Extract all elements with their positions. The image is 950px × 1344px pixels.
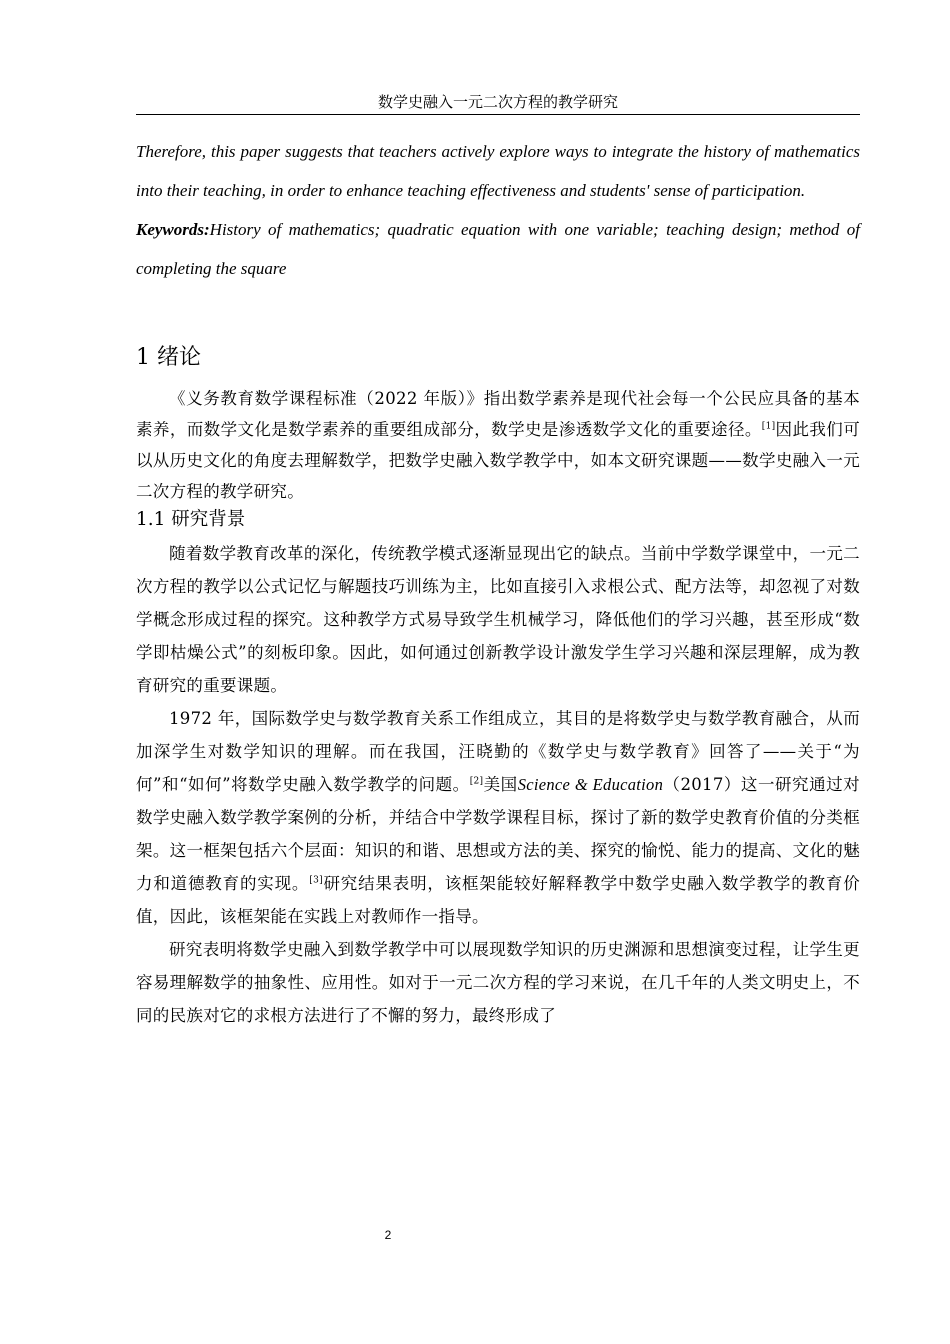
paragraph-text: 1972 年，国际数学史与数学教育关系工作组成立，其目的是将数学史与数学教育融合，从而加深学生对数学知识的理解。而在我国，汪晓勤的《数学史与数学教育》回答了——关于“为何”和“如何”将数学史融入数学教学的问题。 bbox=[136, 709, 860, 794]
citation-ref-1: [1] bbox=[761, 421, 776, 432]
page-content bbox=[136, 132, 860, 1032]
paragraph-text: 研究结果表明，该框架能较好解释教学中数学史融入数学教学的教育价值，因此，该框架能在实践上对教师作一指导。 bbox=[136, 874, 861, 926]
abstract-continuation: Therefore, this paper suggests that teachers actively explore ways to integrate the history of mathematics into their teaching, in order to enhance teaching effectiveness and students' sense of participation. bbox=[136, 142, 860, 200]
section-heading-introduction: 1 绪论 bbox=[136, 345, 201, 370]
journal-name: Science & Education bbox=[517, 775, 664, 794]
paragraph-background-3: 研究表明将数学史融入到数学教学中可以展现数学知识的历史渊源和思想演变过程，让学生更容易理解数学的抽象性、应用性。如对于一元二次方程的学习来说，在几千年的人类文明史上，不同的民族对它的求根方法进行了不懈的努力，最终形成了 bbox=[136, 940, 860, 1025]
keywords-text: History of mathematics; quadratic equation with one variable; teaching design; method of completing the square bbox=[136, 220, 860, 278]
paragraph-background-2 bbox=[136, 702, 860, 933]
citation-ref-2: [2] bbox=[469, 776, 484, 787]
paragraph-text: 美国 bbox=[483, 775, 518, 794]
paragraph-introduction bbox=[136, 383, 860, 507]
paragraph-text: （2017）这一研究通过对数学史融入数学教学案例的分析，并结合中学数学课程目标，探讨了新的数学史教育价值的分类框架。这一框架包括六个层面：知识的和谐、思想或方法的美、探究的愉悦、能力的提高、文化的魅力和道德教育的实现。 bbox=[136, 775, 860, 893]
keywords-label: Keywords: bbox=[136, 220, 210, 239]
subsection-heading-background: 1.1 研究背景 bbox=[136, 509, 246, 530]
page-number: 2 bbox=[384, 1228, 392, 1242]
paragraph-background-1: 随着数学教育改革的深化，传统教学模式逐渐显现出它的缺点。当前中学数学课堂中，一元二次方程的教学以公式记忆与解题技巧训练为主，比如直接引入求根公式、配方法等，却忽视了对数学概念形成过程的探究。这种教学方式易导致学生机械学习，降低他们的学习兴趣，甚至形成“数学即枯燥公式”的刻板印象。因此，如何通过创新教学设计激发学生学习兴趣和深层理解，成为教育研究的重要课题。 bbox=[136, 544, 860, 695]
running-header: 数学史融入一元二次方程的教学研究 bbox=[377, 93, 618, 111]
keywords-line bbox=[136, 210, 860, 288]
paragraph-text: 《义务教育数学课程标准（2022 年版）》指出数学素养是现代社会每一个公民应具备的基本素养，而数学文化是数学素养的重要组成部分，数学史是渗透数学文化的重要途径。 bbox=[136, 389, 860, 439]
paragraph-text: 因此我们可以从历史文化的角度去理解数学，把数学史融入数学教学中，如本文研究课题——数学史融入一元二次方程的教学研究。 bbox=[136, 420, 861, 501]
header-rule bbox=[136, 114, 860, 115]
citation-ref-3: [3] bbox=[309, 875, 323, 886]
